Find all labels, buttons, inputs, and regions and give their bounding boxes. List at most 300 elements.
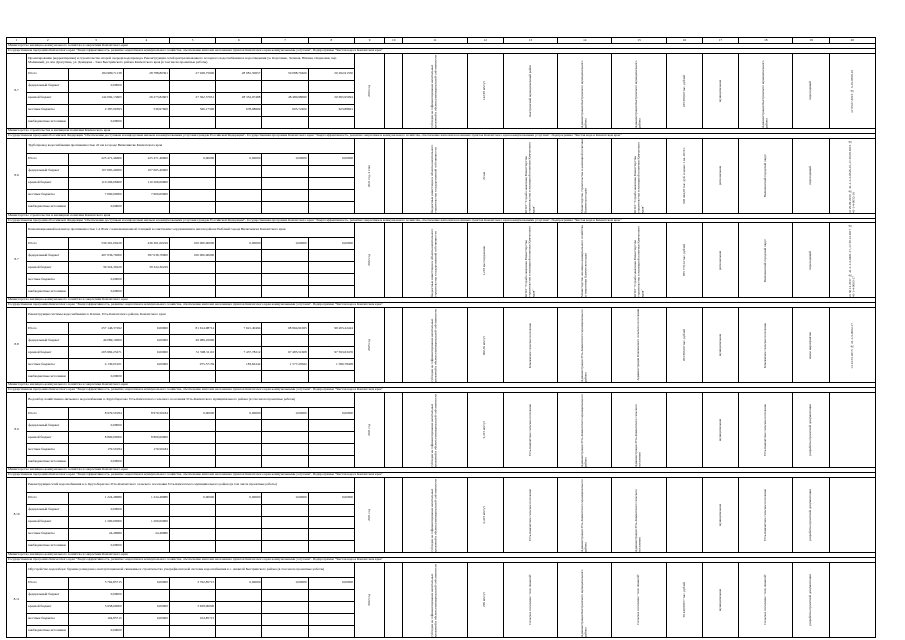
field-f17 [702, 138, 738, 213]
field-f11 [403, 223, 467, 298]
financing-amount: 1 200,00000 [123, 516, 169, 528]
financing-amount: 497 036,70000 [69, 250, 123, 262]
financing-amount [216, 286, 262, 298]
financing-amount [169, 201, 215, 213]
field-f15 [612, 477, 666, 552]
financing-amount: 0,00000 [69, 540, 123, 552]
column-number-10: 10 [385, 38, 403, 44]
financing-amount [308, 201, 354, 213]
financing-amount [308, 601, 354, 613]
financing-amount: 3 658,00000 [69, 601, 123, 613]
financing-amount: 3 762,85715 [169, 577, 215, 589]
financing-amount [308, 444, 354, 456]
financing-amount: 0,00000 [308, 408, 354, 420]
field-f15-text: Администрация Усть-Камчатского сельского поселения [634, 488, 643, 552]
field-f19-text: разработка проектной документации [808, 404, 813, 456]
financing-amount [262, 177, 308, 189]
financing-amount [216, 516, 262, 528]
financing-source-label: федеральный бюджет [27, 250, 69, 262]
financing-amount: 27 928,75600 [169, 68, 215, 80]
object-row [7, 223, 876, 238]
financing-amount [216, 625, 262, 637]
field-f17-text: муниципальная [717, 419, 722, 442]
financing-amount: 31 598,31110 [169, 347, 215, 359]
object-row [7, 393, 876, 408]
financing-source-label: федеральный бюджет [27, 165, 69, 177]
field-f16 [666, 393, 702, 468]
item-number: 8.6 [7, 138, 27, 213]
financing-amount [123, 80, 169, 92]
financing-amount: 678,68669 [216, 104, 262, 116]
financing-amount: 0,00000 [308, 492, 354, 504]
column-number-3: 3 [69, 38, 123, 44]
field-f16-text: 203 896,60 тыс. рублей [681, 329, 686, 362]
field-f13 [503, 223, 557, 298]
field-f11-text: субсидия на софинансирование капитальных вложений в объекты муниципальной собственности [430, 54, 438, 128]
field-f18-text: Усть-Камчатское сельское поселение [763, 404, 767, 457]
financing-amount: 975,57159 [169, 359, 215, 371]
financing-source-label: местные бюджеты [27, 613, 69, 625]
object-name: Реконструкция сетей водоснабжения в п. Крутоберегово Усть-Камчатского сельского поселения Усть-Камчатского муниципального района (в том числе проектные работы) [27, 477, 355, 492]
financing-amount [262, 420, 308, 432]
field-f11 [403, 393, 467, 468]
financing-amount [216, 116, 262, 128]
item-number: 8.10 [7, 477, 27, 552]
financing-amount [262, 589, 308, 601]
completion-year [354, 223, 384, 298]
financing-amount [216, 528, 262, 540]
field-f15 [612, 223, 666, 298]
financing-source-label: внебюджетные источники [27, 201, 69, 213]
object-name: Трубопровод водоснабжения протяженностью 22 км в городе Вилючинске Камчатского края [27, 138, 355, 153]
financing-source-label: краевой бюджет [27, 601, 69, 613]
column-number-13: 13 [503, 38, 557, 44]
field-f20 [829, 53, 875, 128]
financing-amount [262, 432, 308, 444]
financing-amount: 536 361,00229 [69, 238, 123, 250]
financing-amount [262, 625, 308, 637]
financing-amount [216, 335, 262, 347]
financing-amount [308, 177, 354, 189]
financing-amount: 110 206,06600 [123, 177, 169, 189]
financing-source-label: местные бюджеты [27, 528, 69, 540]
financing-source-label: местные бюджеты [27, 104, 69, 116]
field-f20 [829, 562, 875, 637]
financing-amount [216, 274, 262, 286]
financing-amount: 0,00000 [123, 359, 169, 371]
field-f13 [503, 308, 557, 383]
financing-amount: 4 139,01921 [69, 359, 123, 371]
field-f19-text: разработка проектной документации [808, 573, 813, 626]
financing-amount [262, 456, 308, 468]
financing-source-label: Итого [27, 238, 69, 250]
field-f18 [739, 477, 793, 552]
field-f19-text: новое мероприятие [808, 331, 813, 359]
financing-amount: 50 292,91350 [308, 68, 354, 80]
financing-amount: 0,00000 [216, 577, 262, 589]
field-f15 [612, 308, 666, 383]
financing-amount: 0,00000 [262, 492, 308, 504]
financing-amount: 0,00000 [69, 201, 123, 213]
completion-year [354, 562, 384, 637]
financing-amount [308, 504, 354, 516]
field-f18 [739, 308, 793, 383]
object-name: Обустройство водозабора: бурение разведочно-эксплуатационной скважины и строительство ультрафиолетовой системы водоснабжения в с. Анавгай Быстринского района (в том числе проектные работы) [27, 562, 355, 577]
financing-amount: 7 600,00000 [123, 189, 169, 201]
financing-amount: 1 224,48980 [123, 492, 169, 504]
field-f11-text: субсидия на софинансирование капитальных вложений в объекты муниципальной собственности [430, 478, 438, 552]
column-number-4: 4 [123, 38, 169, 44]
column-number-16: 16 [666, 38, 702, 44]
financing-amount [216, 456, 262, 468]
financing-amount: 0,00000 [169, 408, 215, 420]
field-f16-text: 59 449,99077 тыс. рублей [681, 581, 686, 618]
field-f15 [612, 393, 666, 468]
financing-amount [216, 371, 262, 383]
financing-amount: 0,00000 [262, 577, 308, 589]
financing-amount: 104,85715 [169, 613, 215, 625]
field-f14-text: Администрация Быстринского муниципального района [580, 60, 588, 128]
financing-amount: 1 224,48980 [69, 492, 123, 504]
financing-amount: 0,00000 [69, 456, 123, 468]
financing-amount: 203 982,25271 [69, 347, 123, 359]
field-f12 [467, 562, 503, 637]
field-f20-text: от 23.01.2015 № 41-1-5-0002-17 [849, 322, 854, 368]
field-f13-text: КГКУ "Служба заказчика Министерства строительства и жилищной политики Камчатского края" [524, 226, 536, 298]
item-number: 8.11 [7, 562, 27, 637]
item-number: 8.7 [7, 223, 27, 298]
financing-amount [123, 286, 169, 298]
field-f18-text: Администрация Быстринского муниципального района [761, 60, 769, 128]
completion-year-text: 2021 год, 4 этап [366, 164, 371, 187]
field-f13-text: Ключевское сельское поселение [527, 322, 532, 368]
financing-amount [169, 540, 215, 552]
object-name: Проектирование (корректировка) и строительство второй очереди водопровода. Реконструкция сетей централизованного холодного водоснабжения и водоотведения ул. Коротенко, Зеленая, Южная, Озерновая, пер. Малинный, ул. им. Драгутина, ул. Демидова - Зона Быстринского района Камчатского края (в том числе проектные работы) [27, 53, 355, 68]
column-number-12: 12 [467, 38, 503, 44]
financing-amount: 566,17500 [169, 104, 215, 116]
field-f18 [739, 53, 793, 128]
field-f20 [829, 223, 875, 298]
financing-amount: 0,00000 [123, 323, 169, 335]
field-f13 [503, 477, 557, 552]
financing-amount [216, 601, 262, 613]
financing-amount [169, 165, 215, 177]
field-f17 [702, 53, 738, 128]
financing-source-label: внебюджетные источники [27, 456, 69, 468]
financing-amount: 0,00000 [216, 408, 262, 420]
financing-amount: 0,00000 [308, 153, 354, 165]
field-f12 [467, 477, 503, 552]
financing-amount: 26 273,82603 [123, 92, 169, 104]
financing-amount: 397 036,70000 [123, 250, 169, 262]
financing-amount: 100 000,00000 [169, 250, 215, 262]
financing-amount [169, 286, 215, 298]
financing-amount: 0,00000 [216, 492, 262, 504]
field-f14 [558, 53, 612, 128]
financing-amount: 0,00000 [123, 347, 169, 359]
financing-amount: 0,00000 [123, 577, 169, 589]
field-f13 [503, 393, 557, 468]
financing-amount [308, 613, 354, 625]
financing-amount: 28 081,50657 [216, 68, 262, 80]
field-f20 [829, 477, 875, 552]
field-f17-text: муниципальная [717, 334, 722, 357]
field-f17 [702, 477, 738, 552]
field-f12 [467, 223, 503, 298]
financing-source-label: местные бюджеты [27, 444, 69, 456]
field-f14-text: Администрация Усть-Камчатского муниципального района [580, 479, 588, 552]
ministry-name: Министерство жилищно-коммунального хозяйства и энергетики Камчатского края [7, 44, 876, 49]
financing-amount: 0,00000 [308, 238, 354, 250]
completion-year-text: 2022 год [366, 593, 371, 606]
financing-amount: 100 000,00000 [169, 238, 215, 250]
financing-amount [123, 625, 169, 637]
financing-amount [169, 262, 215, 274]
field-f18-text: Усть-Камчатское сельское поселение [763, 488, 767, 541]
financing-amount: 1 200,00000 [69, 516, 123, 528]
financing-amount [308, 80, 354, 92]
financing-amount [123, 504, 169, 516]
financing-amount [308, 262, 354, 274]
financing-amount: 623,88691 [308, 104, 354, 116]
financing-source-label: Итого [27, 408, 69, 420]
field-f11-text: субсидия на софинансирование капитальных вложений в объекты муниципальной собственности [430, 309, 438, 383]
column-number-14: 14 [558, 38, 612, 44]
financing-amount: 99 205,22424 [308, 323, 354, 335]
financing-amount: 3 658,00000 [169, 601, 215, 613]
field-f11 [403, 308, 467, 383]
completion-year-text: 2021 год [366, 508, 371, 521]
financing-source-label: краевой бюджет [27, 432, 69, 444]
field-f14-text: Министерство строительства и жилищной политики Камчатского края [580, 138, 588, 213]
completion-year [354, 53, 384, 128]
financing-amount [308, 432, 354, 444]
financing-amount: 0,00000 [262, 408, 308, 420]
empty-cell [385, 308, 403, 383]
financing-amount: 179,50184 [123, 444, 169, 456]
financing-amount [216, 540, 262, 552]
financing-amount [169, 504, 215, 516]
field-f19-text: разработка проектной документации [808, 489, 813, 541]
financing-amount: 28 788,80391 [123, 68, 169, 80]
completion-year [354, 393, 384, 468]
field-f17 [702, 308, 738, 383]
financing-amount [308, 335, 354, 347]
financing-amount: 2 387,00393 [69, 104, 123, 116]
financing-amount [262, 274, 308, 286]
financing-amount: 0,00000 [123, 613, 169, 625]
financing-source-label: внебюджетные источники [27, 286, 69, 298]
financing-amount [123, 589, 169, 601]
financing-amount [216, 177, 262, 189]
financing-amount [308, 250, 354, 262]
field-f13-text: Быстринский муниципальный район [527, 64, 532, 117]
program-name: Государственная программа Российской Федерации "Обеспечение доступным и комфортным жильем и коммунальными услугами граждан Российской Федерации". Государственная программа Камчатского края "Энергоэффективность, развитие энергетики и коммунального хозяйства, обеспечение жителей населенных пунктов Камчатского края коммунальными услугами". Подпрограмма "Чистая вода в Камчатском крае" [7, 218, 876, 223]
financing-amount: 50 088,70400 [262, 68, 308, 80]
financing-amount: 0,00000 [262, 238, 308, 250]
financing-amount: 0,00000 [308, 577, 354, 589]
field-f15-text: КГКУ "Служба заказчика Министерства строительства и жилищной политики Камчатского края" [632, 141, 644, 213]
financing-amount [216, 444, 262, 456]
item-number: 8.8 [7, 308, 27, 383]
object-row [7, 138, 876, 153]
field-f16 [666, 308, 702, 383]
empty-cell [385, 477, 403, 552]
financing-amount: 0,00000 [69, 420, 123, 432]
financing-amount [308, 189, 354, 201]
financing-amount [123, 420, 169, 432]
financing-source-label: Итого [27, 153, 69, 165]
field-f18-text: Ключевское сельское поселение [763, 322, 767, 368]
field-f15 [612, 53, 666, 128]
column-number-15: 15 [612, 38, 666, 44]
field-f17 [702, 562, 738, 637]
financing-amount: 28 352,97488 [216, 92, 262, 104]
field-f14 [558, 562, 612, 637]
financing-amount: 0,00000 [169, 153, 215, 165]
column-number-11: 11 [403, 38, 467, 44]
financing-amount: 110 206,06600 [69, 177, 123, 189]
financing-amount: 183,62242 [216, 359, 262, 371]
field-f16-text: 628 444,05 тыс. руб. в ценах 1 кв. 2016 г. [681, 147, 686, 205]
financing-amount: 0,00000 [262, 153, 308, 165]
financing-source-label: краевой бюджет [27, 347, 69, 359]
financing-amount: 104,85715 [69, 613, 123, 625]
field-f19 [793, 477, 829, 552]
field-f14 [558, 223, 612, 298]
financing-amount [308, 528, 354, 540]
financing-amount: 0,00000 [216, 238, 262, 250]
financing-amount [123, 274, 169, 286]
financing-source-label: внебюджетные источники [27, 371, 69, 383]
financing-source-label: внебюджетные источники [27, 625, 69, 637]
field-f12-text: 290 м3/сут [482, 592, 487, 608]
item-number: 8.7 [7, 53, 27, 128]
empty-cell [385, 53, 403, 128]
financing-amount [169, 432, 215, 444]
field-f15-text: Администрация Усть-Камчатского сельского поселения [634, 404, 643, 468]
financing-amount: 179,50184 [69, 444, 123, 456]
financing-amount: 50 695,95094 [308, 92, 354, 104]
field-f15 [612, 138, 666, 213]
object-row [7, 562, 876, 577]
financing-amount: 7 600,00000 [69, 189, 123, 201]
field-f17-text: муниципальная [717, 79, 722, 102]
field-f19-text: переходящий [808, 166, 813, 185]
field-f17-text: муниципальная [717, 588, 722, 611]
financing-amount [262, 540, 308, 552]
financing-amount: 48 480,98060 [262, 92, 308, 104]
financing-amount: 142 092,13605 [69, 92, 123, 104]
financing-amount [262, 504, 308, 516]
financing-amount: 49 089,10000 [69, 335, 123, 347]
financing-amount [123, 201, 169, 213]
financing-amount: 0,00000 [216, 153, 262, 165]
financing-amount [308, 371, 354, 383]
financing-amount: 39 324,30229 [69, 262, 123, 274]
financing-amount [123, 371, 169, 383]
field-f15-text: Сельское поселение "село Анавгай" [636, 574, 641, 625]
financing-amount: 605,72400 [262, 104, 308, 116]
field-f13 [503, 53, 557, 128]
financing-source-label: Итого [27, 68, 69, 80]
financing-amount [216, 201, 262, 213]
financing-amount [216, 420, 262, 432]
financing-source-label: Итого [27, 492, 69, 504]
financing-amount [262, 516, 308, 528]
financing-source-label: Итого [27, 577, 69, 589]
financing-amount [216, 165, 262, 177]
column-number-1: 1 [7, 38, 27, 44]
financing-amount [262, 444, 308, 456]
financing-amount: 8 979,50184 [123, 408, 169, 420]
financing-source-label: местные бюджеты [27, 359, 69, 371]
field-f12-text: 5,315 м3/сут [482, 421, 487, 439]
field-f11 [403, 53, 467, 128]
field-f11 [403, 562, 467, 637]
field-f15-text: Администрация Ключевского сельского поселения [636, 309, 641, 381]
program-name: Государственная программа Камчатского края "Энергоэффективность, развитие энергетики и коммунального хозяйства, обеспечение жителей населенных пунктов Камчатского края коммунальными услугами". Подпрограмма "Чистая вода в Камчатском крае" [7, 557, 876, 562]
financing-amount [308, 274, 354, 286]
field-f20 [829, 393, 875, 468]
completion-year [354, 138, 384, 213]
financing-amount [308, 165, 354, 177]
financing-amount [262, 201, 308, 213]
financing-amount: 225 471,46600 [123, 153, 169, 165]
field-f20 [829, 138, 875, 213]
field-f14 [558, 477, 612, 552]
financing-amount: 1 580,78408 [308, 359, 354, 371]
field-f15-text: КГКУ "Служба заказчика Министерства строительства и жилищной политики Камчатского края" [632, 226, 644, 298]
field-f17-text: региональная [717, 166, 722, 186]
financing-amount: 67 485,51608 [262, 347, 308, 359]
field-f11 [403, 138, 467, 213]
field-f12-text: 0,415 м3/сут [482, 506, 487, 524]
financing-amount [169, 456, 215, 468]
field-f12-text: 800,36 м3/сут [482, 335, 487, 355]
field-f20-text: от 05.07.2016 № 3-16-0399-16 [849, 69, 854, 113]
financing-amount: 0,00000 [69, 504, 123, 516]
ministry-name: Министерство жилищно-коммунального хозяйства и энергетики Камчатского края [7, 552, 876, 557]
field-f16 [666, 477, 702, 552]
financing-amount: 27 362,57951 [169, 92, 215, 104]
field-f13 [503, 138, 557, 213]
financing-amount: 68 964,91065 [262, 323, 308, 335]
field-f18 [739, 562, 793, 637]
field-f13-text: Сельское поселение "село Анавгай" [527, 574, 532, 625]
column-number-8: 8 [308, 38, 354, 44]
object-name: Канализационный коллектор протяженностью 1,218 км с канализационной станцией и очистными сооружениями в жилом районе Рыбачий города Вилючинска Камчатского края [27, 223, 355, 238]
financing-amount: 49 089,10000 [169, 335, 215, 347]
financing-source-label: федеральный бюджет [27, 504, 69, 516]
financing-amount [308, 625, 354, 637]
field-f12-text: 22 км [482, 171, 487, 180]
financing-source-label: местные бюджеты [27, 274, 69, 286]
column-number-2: 2 [27, 38, 69, 44]
financing-amount: 0,00000 [169, 492, 215, 504]
field-f14 [558, 308, 612, 383]
field-f15 [612, 562, 666, 637]
financing-amount: 0,00000 [69, 625, 123, 637]
field-f11-text: бюджетные инвестиции в объекты капитального строительства государственной собственности [430, 229, 438, 298]
field-f12 [467, 308, 503, 383]
completion-year-text: 2025 год [366, 339, 371, 352]
financing-amount [169, 189, 215, 201]
completion-year-text: 2023 год [366, 84, 371, 97]
financing-amount [169, 274, 215, 286]
item-number: 8.9 [7, 393, 27, 468]
financing-amount [262, 165, 308, 177]
